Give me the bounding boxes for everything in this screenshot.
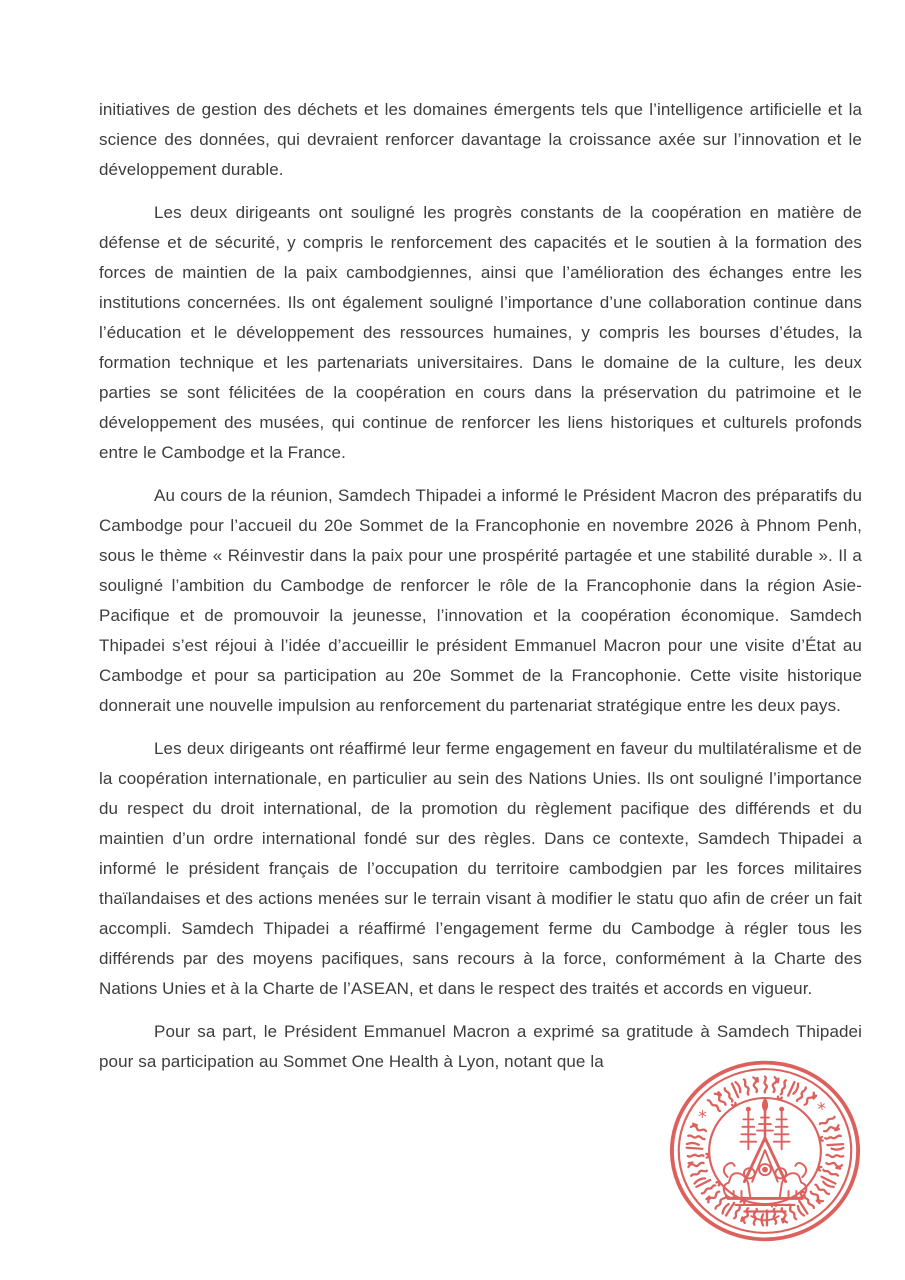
seal-separator-left: * [694, 1107, 717, 1125]
paragraph: Pour sa part, le Président Emmanuel Macron a exprimé sa gratitude à Samdech Thipadei pour sa participation au Sommet One Health à Lyon, notant que la [99, 1022, 862, 1071]
paragraph: Les deux dirigeants ont réaffirmé leur ferme engagement en faveur du multilatéralisme et de la coopération internationale, en particulier au sein des Nations Unies. Ils ont souligné l’importance du respect du droit international, de la promotion du règlement pacifique des différends et du maintien d’un ordre international fondé sur des règles. Dans ce contexte, Samdech Thipadei a informé le président français de l’occupation du territoire cambodgien par les forces militaires thaïlandaises et des actions menées sur le terrain visant à modifier le statu quo afin de créer un fait accompli. Samdech Thipadei a réaffirmé l’engagement ferme du Cambodge à régler tous les différends par des moyens pacifiques, sans recours à la force, conformément à la Charte des Nations Unies et à la Charte de l’ASEAN, et dans le respect des traités et accords en vigueur. [99, 739, 862, 998]
paragraph-container [99, 95, 862, 1077]
royal-arms-emblem [724, 1099, 807, 1220]
paragraph: Au cours de la réunion, Samdech Thipadei a informé le Président Macron des préparatifs du Cambodge pour l’accueil du 20e Sommet de la Francophonie en novembre 2026 à Phnom Penh, sous le thème « Réinvestir dans la paix pour une prospérité partagée et une stabilité durable ». Il a souligné l’ambition du Cambodge de renforcer le rôle de la Francophonie dans la région Asie-Pacifique et de promouvoir la jeunesse, l’innovation et la coopération économique. Samdech Thipadei s’est réjoui à l’idée d’accueillir le président Emmanuel Macron pour une visite d’État au Cambodge et pour sa participation au 20e Sommet de la Francophonie. Cette visite historique donnerait une nouvelle impulsion au renforcement du partenariat stratégique entre les deux pays. [99, 486, 862, 715]
document-text-block [99, 95, 862, 1090]
seal-separator-right: * [807, 1098, 830, 1118]
paragraph: Les deux dirigeants ont souligné les progrès constants de la coopération en matière de défense et de sécurité, y compris le renforcement des capacités et le soutien à la formation des forces de maintien de la paix cambodgiennes, ainsi que l’amélioration des échanges entre les institutions concernées. Ils ont également souligné l’importance d’une collaboration continue dans l’éducation et le développement des ressources humaines, y compris les bourses d’études, la formation technique et les partenariats universitaires. Dans le domaine de la culture, les deux parties se sont félicitées de la coopération en cours dans la préservation du patrimoine et le développement des musées, qui continue de renforcer les liens historiques et culturels profonds entre le Cambodge et la France. [99, 203, 862, 462]
seal-khmer-text-band [687, 1077, 844, 1226]
paragraph: initiatives de gestion des déchets et les domaines émergents tels que l’intelligence artificielle et la science des données, qui devraient renforcer davantage la croissance axée sur l’innovation et le développement durable. [99, 100, 862, 179]
